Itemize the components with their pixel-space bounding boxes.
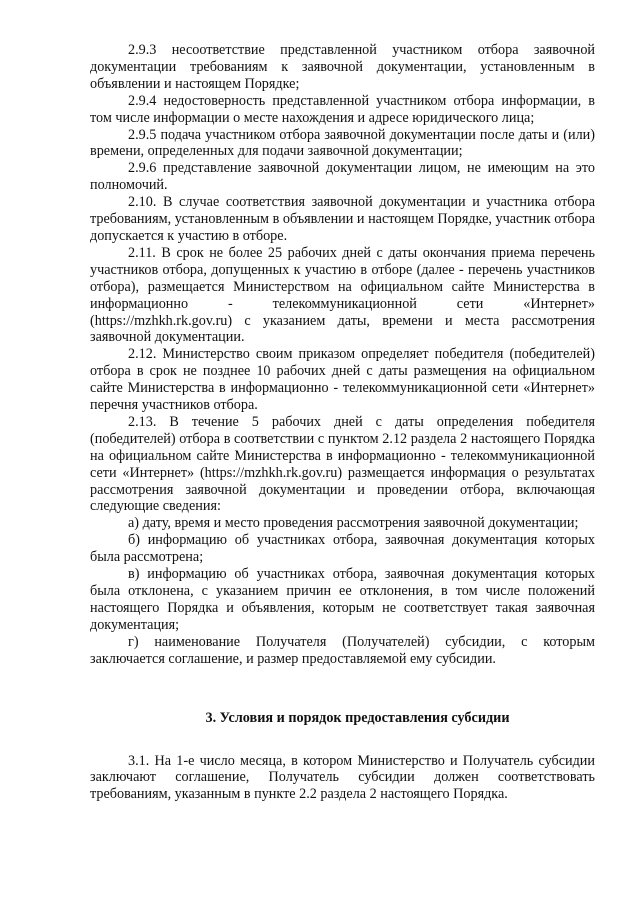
paragraph-2-13: 2.13. В течение 5 рабочих дней с даты определения победителя (победителей) отбора в соответствии с пунктом 2.12 раздела 2 настоящего Порядка на официальном сайте Министерства в информационно - телекоммуникационной сети «Интернет» (https://mzhkh.rk.gov.ru) размещается информация о результатах рассмотрения заявочной документации и проведении отбора, включающая следующие сведения: [90, 413, 595, 515]
paragraph-2-9-5: 2.9.5 подача участником отбора заявочной документации после даты и (или) времени, определенных для подачи заявочной документации; [90, 126, 595, 160]
paragraph-2-13-v: в) информацию об участниках отбора, заявочная документация которых была отклонена, с указанием причин ее отклонения, в том числе положений настоящего Порядка и объявления, которым не соответствует такая заявочная документация; [90, 566, 595, 633]
paragraph-2-13-g: г) наименование Получателя (Получателей) субсидии, с которым заключается соглашение, и размер предоставляемой ему субсидии. [90, 633, 595, 667]
paragraph-3-1: 3.1. На 1-е число месяца, в котором Министерство и Получатель субсидии заключают соглашение, Получатель субсидии должен соответствовать требованиям, указанным в пункте 2.2 раздела 2 настоящего Порядка. [90, 752, 595, 803]
paragraph-2-9-3: 2.9.3 несоответствие представленной участником отбора заявочной документации требованиям к заявочной документации, установленным в объявлении и настоящем Порядке; [90, 42, 595, 92]
paragraph-2-10: 2.10. В случае соответствия заявочной документации и участника отбора требованиям, установленным в объявлении и настоящем Порядке, участник отбора допускается к участию в отборе. [90, 194, 595, 244]
section-spacer [90, 668, 595, 710]
paragraph-2-13-b: б) информацию об участниках отбора, заявочная документация которых была рассмотрена; [90, 532, 595, 566]
paragraph-2-12: 2.12. Министерство своим приказом определяет победителя (победителей) отбора в срок не позднее 10 рабочих дней с даты размещения на официальном сайте Министерства в информационно - телекоммуникационной сети «Интернет» перечня участников отбора. [90, 346, 595, 414]
paragraph-2-9-4: 2.9.4 недостоверность представленной участником отбора информации, в том числе информации о месте нахождения и адресе юридического лица; [90, 92, 595, 126]
paragraph-2-9-6: 2.9.6 представление заявочной документации лицом, не имеющим на это полномочий. [90, 160, 595, 194]
paragraph-2-13-a: а) дату, время и место проведения рассмотрения заявочной документации; [128, 515, 579, 532]
section-heading: 3. Условия и порядок предоставления субсидии [205, 709, 510, 726]
paragraph-2-11: 2.11. В срок не более 25 рабочих дней с даты окончания приема перечень участников отбора, допущенных к участию в отборе (далее - перечень участников отбора), размещается Министерством на официальном сайте Министерства в информационно - телекоммуникационной сети «Интернет» (https://mzhkh.rk.gov.ru) с указанием даты, времени и места рассмотрения заявочной документации. [90, 244, 595, 346]
heading-spacer [90, 727, 595, 753]
document-page [90, 42, 595, 803]
